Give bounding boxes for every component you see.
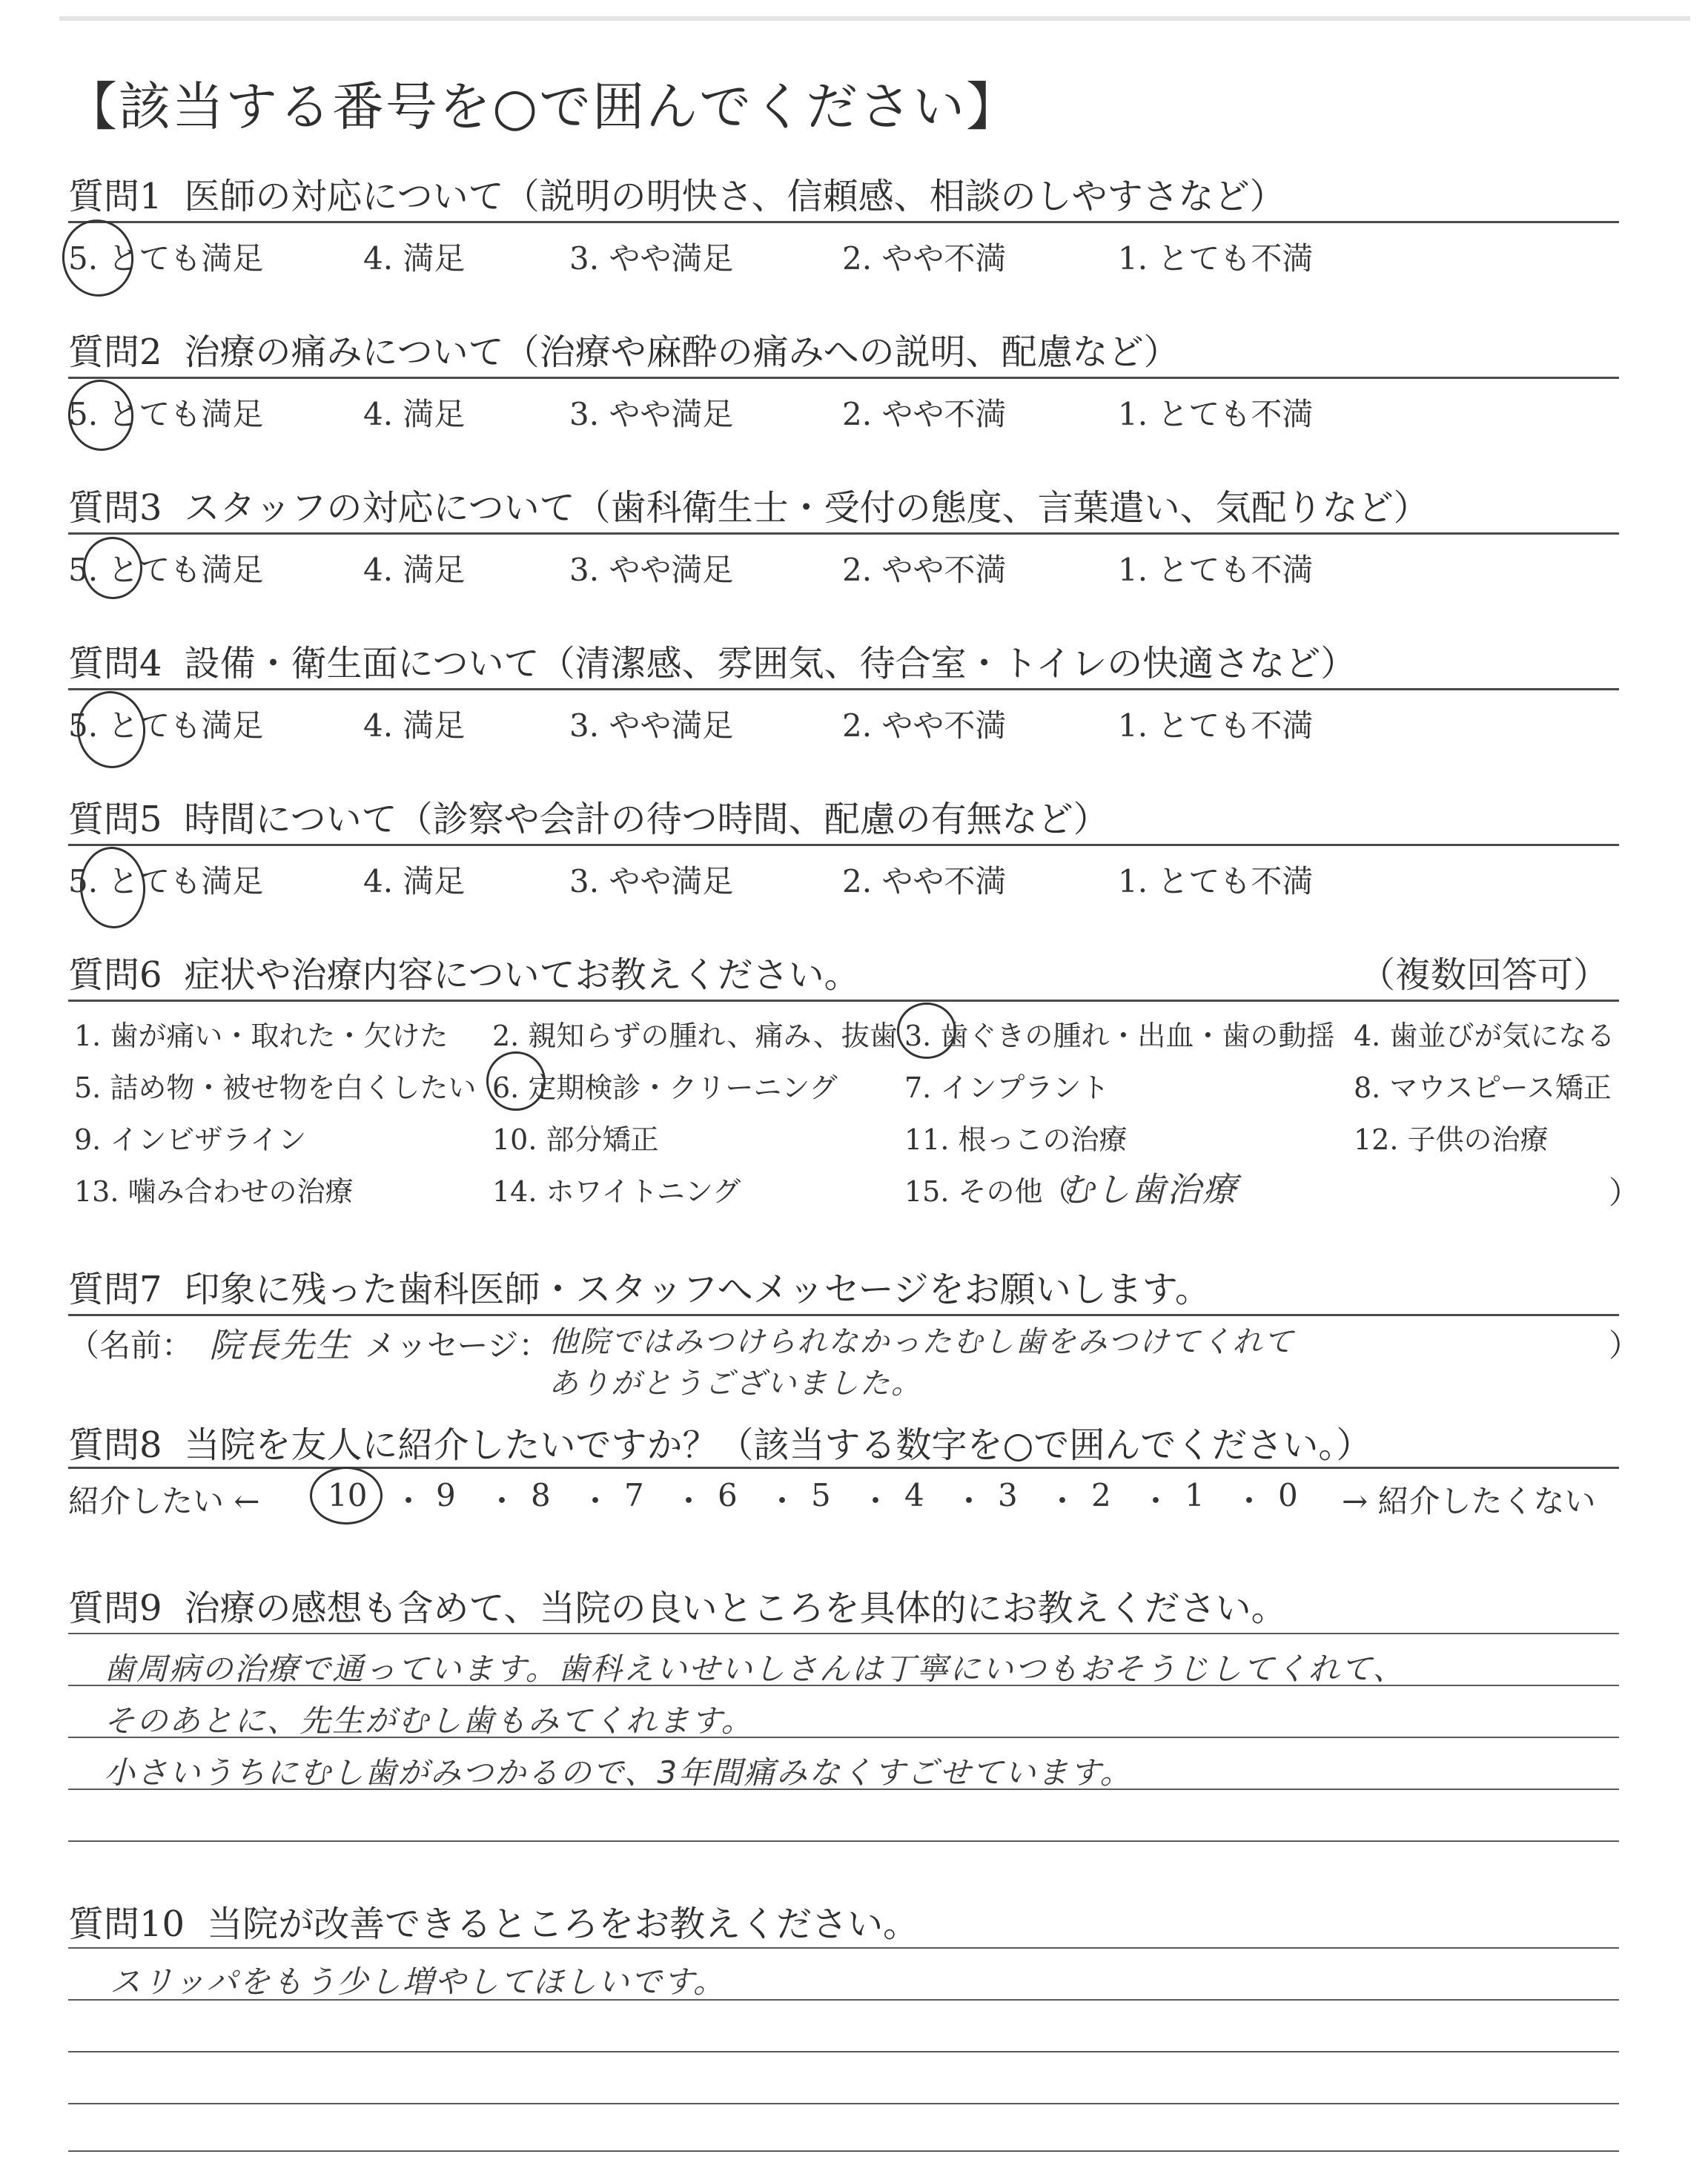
question-text: 治療の痛みについて（治療や麻酔の痛みへの説明、配慮など）: [184, 331, 1179, 373]
answer-handwritten-line-1: スリッパをもう少し増やしてほしいです。: [110, 1964, 726, 2000]
option-1[interactable]: 1. とても不満: [1118, 863, 1314, 899]
option-2[interactable]: 2. やや不満: [842, 552, 1007, 588]
option-4[interactable]: 4. 満足: [363, 552, 466, 588]
selection-circle: [486, 1051, 546, 1111]
question-text: 治療の感想も含めて、当院の良いところを具体的にお教えください。: [184, 1588, 1287, 1629]
answer-line: [68, 1840, 1619, 1842]
scale-value-0[interactable]: 0: [1278, 1477, 1298, 1513]
option-3[interactable]: 3. やや満足: [569, 240, 734, 277]
answer-handwritten-line-2: そのあとに、先生がむし歯もみてくれます。: [104, 1702, 754, 1739]
message-handwritten-line-2: ありがとうございました。: [549, 1367, 922, 1401]
symptom-option-1[interactable]: 1. 歯が痛い・取れた・欠けた: [74, 1020, 448, 1052]
question-number: 質問8: [68, 1424, 162, 1466]
answer-handwritten-line-3: 小さいうちにむし歯がみつかるので、3年間痛みなくすごせています。: [104, 1754, 1133, 1791]
symptom-option-15[interactable]: 15. その他（: [904, 1175, 1071, 1208]
scale-dot: ・: [1140, 1483, 1172, 1519]
option-3[interactable]: 3. やや満足: [569, 552, 734, 588]
question-number: 質問6: [68, 954, 162, 996]
question-rule: [68, 1467, 1619, 1469]
scale-dot: ・: [673, 1483, 705, 1519]
question-rule: [68, 1314, 1619, 1316]
scale-dot: ・: [1234, 1483, 1265, 1519]
scale-value-8[interactable]: 8: [531, 1477, 551, 1513]
option-2[interactable]: 2. やや不満: [842, 707, 1007, 744]
question-8: [68, 1416, 1371, 1467]
option-2[interactable]: 2. やや不満: [842, 863, 1007, 899]
message-label: メッセージ：: [365, 1327, 550, 1364]
name-handwritten: 院長先生: [209, 1325, 351, 1365]
other-close-paren: ）: [1609, 1175, 1641, 1211]
symptom-option-6[interactable]: 6. 定期検診・クリーニング: [492, 1071, 838, 1104]
scale-value-4[interactable]: 4: [904, 1477, 924, 1513]
scale-value-9[interactable]: 9: [436, 1477, 456, 1513]
option-5[interactable]: 5. とても満足: [68, 863, 264, 899]
option-1[interactable]: 1. とても不満: [1118, 707, 1314, 744]
question-number: 質問5: [68, 799, 162, 840]
scale-dot: ・: [393, 1483, 425, 1519]
option-4[interactable]: 4. 満足: [363, 863, 466, 899]
scale-dot: ・: [767, 1483, 798, 1519]
question-5: [68, 790, 1109, 842]
option-5[interactable]: 5. とても満足: [68, 707, 264, 744]
option-2[interactable]: 2. やや不満: [842, 240, 1007, 277]
question-2: [68, 323, 1179, 374]
question-rule: [68, 844, 1619, 846]
scale-dot: ・: [486, 1483, 518, 1519]
question-text: 時間について（診察や会計の待つ時間、配慮の有無など）: [184, 799, 1109, 840]
question-text: 印象に残った歯科医師・スタッフへメッセージをお願いします。: [184, 1269, 1211, 1310]
option-3[interactable]: 3. やや満足: [569, 707, 734, 744]
symptom-option-10[interactable]: 10. 部分矯正: [492, 1123, 659, 1156]
symptom-option-4[interactable]: 4. 歯並びが気になる: [1354, 1020, 1615, 1052]
scale-left-label: 紹介したい ←: [68, 1483, 260, 1519]
question-text: 設備・衛生面について（清潔感、雰囲気、待合室・トイレの快適さなど）: [184, 643, 1357, 684]
question-rule: [68, 532, 1619, 535]
message-close-paren: ）: [1609, 1327, 1641, 1364]
question-rule: [68, 1000, 1619, 1002]
selection-circle: [80, 534, 145, 602]
option-2[interactable]: 2. やや不満: [842, 396, 1007, 432]
scale-value-1[interactable]: 1: [1185, 1477, 1205, 1513]
scale-dot: ・: [860, 1483, 892, 1519]
option-1[interactable]: 1. とても不満: [1118, 240, 1314, 277]
symptom-option-7[interactable]: 7. インプラント: [904, 1071, 1110, 1104]
scale-dot: ・: [1047, 1483, 1079, 1519]
answer-line: [68, 1633, 1619, 1634]
question-number: 質問7: [68, 1269, 162, 1310]
question-rule: [68, 377, 1619, 379]
answer-line: [68, 2051, 1619, 2052]
answer-line: [68, 2103, 1619, 2104]
scale-value-3[interactable]: 3: [998, 1477, 1018, 1513]
question-rule: [68, 688, 1619, 690]
symptom-option-3[interactable]: 3. 歯ぐきの腫れ・出血・歯の動揺: [904, 1020, 1335, 1052]
page-title: 【該当する番号を○で囲んでください】: [65, 76, 1020, 137]
option-4[interactable]: 4. 満足: [363, 240, 466, 277]
option-3[interactable]: 3. やや満足: [569, 396, 734, 432]
question-number: 質問10: [68, 1903, 185, 1945]
selection-circle: [73, 687, 149, 771]
scale-value-2[interactable]: 2: [1091, 1477, 1111, 1513]
question-text: 当院を友人に紹介したいですか？（該当する数字を○で囲んでください。）: [184, 1424, 1372, 1466]
symptom-option-2[interactable]: 2. 親知らずの腫れ、痛み、抜歯: [492, 1020, 898, 1052]
name-label: （名前：: [68, 1327, 193, 1364]
question-3: [68, 479, 1429, 530]
symptom-option-13[interactable]: 13. 噛み合わせの治療: [74, 1175, 354, 1208]
other-handwritten-answer: むし歯治療: [1060, 1169, 1238, 1209]
question-text: 医師の対応について（説明の明快さ、信頼感、相談のしやすさなど）: [184, 176, 1285, 217]
scan-top-edge: [59, 16, 1690, 21]
symptom-option-5[interactable]: 5. 詰め物・被せ物を白くしたい: [74, 1071, 477, 1104]
selection-circle: [310, 1467, 383, 1525]
option-4[interactable]: 4. 満足: [363, 396, 466, 432]
selection-circle: [64, 377, 137, 455]
question-text: 当院が改善できるところをお教えください。: [207, 1903, 919, 1945]
question-number: 質問4: [68, 643, 162, 684]
option-4[interactable]: 4. 満足: [363, 707, 466, 744]
scale-value-7[interactable]: 7: [624, 1477, 644, 1513]
question-number: 質問1: [68, 176, 162, 217]
option-3[interactable]: 3. やや満足: [569, 863, 734, 899]
option-1[interactable]: 1. とても不満: [1118, 552, 1314, 588]
answer-line: [68, 2150, 1619, 2152]
scale-value-6[interactable]: 6: [718, 1477, 738, 1513]
question-number: 質問3: [68, 487, 162, 529]
symptom-option-14[interactable]: 14. ホワイトニング: [492, 1175, 741, 1208]
option-1[interactable]: 1. とても不満: [1118, 396, 1314, 432]
question-number: 質問9: [68, 1588, 162, 1629]
question-6: [68, 946, 860, 997]
option-5[interactable]: 5. とても満足: [68, 396, 264, 432]
question-9: [68, 1579, 1287, 1631]
question-7: [68, 1261, 1211, 1312]
selection-circle: [897, 1003, 956, 1059]
multiple-answer-note: （複数回答可）: [1360, 954, 1609, 996]
question-text: 症状や治療内容についてお教えください。: [184, 954, 860, 996]
answer-line: [68, 1947, 1619, 1949]
question-4: [68, 635, 1356, 686]
scale-right-label: → 紹介したくない: [1342, 1483, 1596, 1519]
symptom-option-12[interactable]: 12. 子供の治療: [1354, 1123, 1549, 1156]
question-10: [68, 1895, 918, 1946]
answer-handwritten-line-1: 歯周病の治療で通っています。歯科えいせいしさんは丁寧にいつもおそうじしてくれて、: [104, 1651, 1406, 1687]
question-number: 質問2: [68, 331, 162, 373]
option-5[interactable]: 5. とても満足: [68, 552, 264, 588]
question-1: [68, 168, 1285, 219]
option-5[interactable]: 5. とても満足: [68, 240, 264, 277]
symptom-option-9[interactable]: 9. インビザライン: [74, 1123, 307, 1156]
selection-circle: [57, 215, 139, 301]
scale-dot: ・: [580, 1483, 612, 1519]
symptom-option-11[interactable]: 11. 根っこの治療: [904, 1123, 1128, 1156]
scale-value-10[interactable]: 10: [328, 1477, 368, 1513]
scale-dot: ・: [953, 1483, 985, 1519]
scale-value-5[interactable]: 5: [811, 1477, 831, 1513]
symptom-option-8[interactable]: 8. マウスピース矯正: [1354, 1071, 1612, 1104]
question-text: スタッフの対応について（歯科衛生士・受付の態度、言葉遣い、気配りなど）: [184, 487, 1429, 529]
message-handwritten-line-1: 他院ではみつけられなかったむし歯をみつけてくれて: [549, 1325, 1295, 1359]
question-rule: [68, 221, 1619, 223]
